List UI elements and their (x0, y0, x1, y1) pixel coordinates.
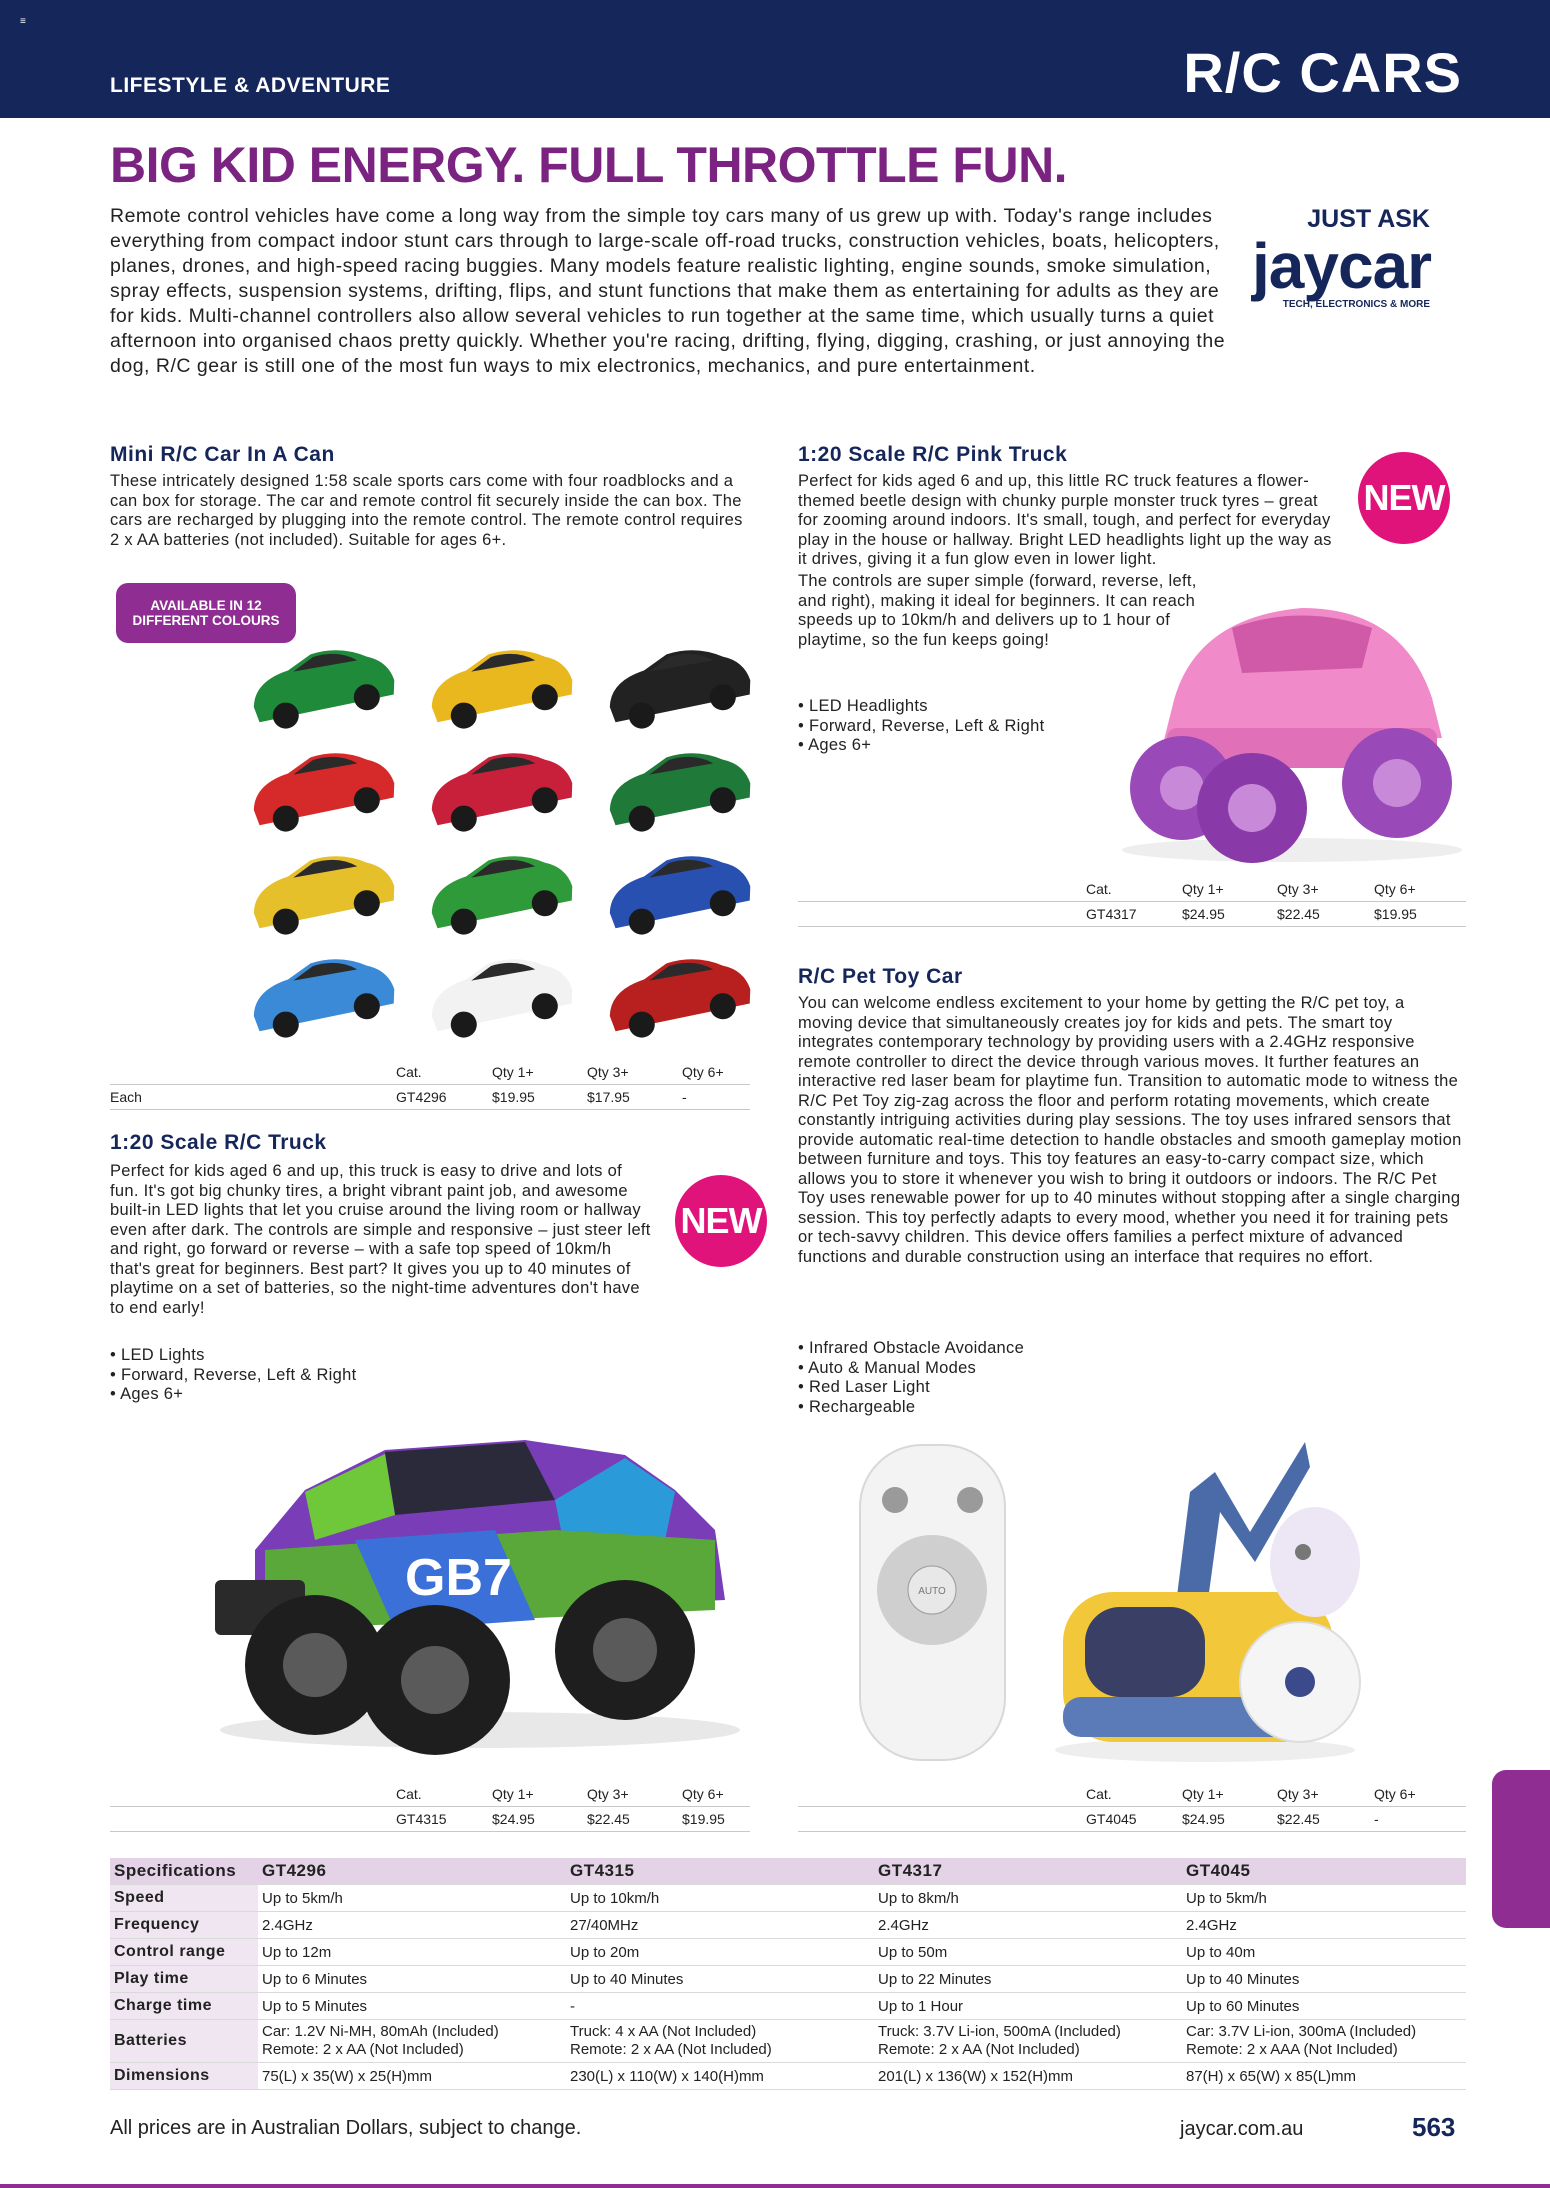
spec-header-col: GT4317 (874, 1858, 1182, 1885)
price-qty6: - (682, 1085, 750, 1110)
spec-cell: Up to 50m (874, 1939, 1182, 1966)
price-header-cat: Cat. (1086, 1786, 1112, 1802)
spec-cell: Up to 1 Hour (874, 1993, 1182, 2020)
product-desc-pet: You can welcome endless excitement to your home by getting the R/C pet toy, a moving device that simultaneously creates joy for kids and pets. The smart toy integrates contemporary technology by providing users with a 2.4GHz responsive remote controller to direct the device through various moves. It further features an interactive red laser beam for playtime fun. Transition to automatic mode to witness the R/C Pet Toy zig-zag across the floor and perform rotating movements, which create constantly intriguing activities during play sessions. The toy uses infrared sensors that provide automatic real-time detection to handle obstacles and smooth gameplay motion between furniture and toys. This toy features an easy-to-carry compact size, which allows you to store it whenever you wish to bring it outdoors or indoors. The R/C Pet Toy uses renewable power for up to 40 minutes without stopping after a single charging session. This toy perfectly adapts to every mood, whether you need it for training pets or tech-savvy children. This device offers families a perfect mixture of advanced functions and durable construction using an interface that requires no effort. (798, 994, 1462, 1266)
intro-paragraph: Remote control vehicles have come a long way from the simple toy cars many of us grew up with. Today's range includes everything from compact indoor stunt cars through to large-scale off-road trucks, construction vehicles, boats, helicopters, planes, drones, and high-speed racing buggies. Many models feature realistic lighting, engine sounds, smoke simulation, spray effects, suspension systems, drifting, flips, and stunt functions that make them as entertaining for adults as they are for kids. Multi-channel controllers also allow several vehicles to run together at the same time, which usually turns a quiet afternoon into organised chaos pretty quickly. Whether you're racing, drifting, flying, digging, crashing, or just annoying the dog, R/C gear is still one of the most fun ways to mix electronics, mechanics, and pure entertainment. (110, 205, 1226, 377)
price-cat[interactable]: GT4315 (396, 1807, 492, 1832)
new-badge-pink: NEW (1358, 452, 1450, 544)
product-desc-mini: These intricately designed 1:58 scale sports cars come with four roadblocks and a can box for storage. The car and remote control fit securely inside the can box. The cars are recharged by plugging into the remote control. The remote control requires 2 x AA batteries (not included). Suitable for ages 6+. (110, 472, 743, 549)
spec-line: Truck: 3.7V Li-ion, 500mA (Included) (878, 2023, 1121, 2040)
jaycar-logo[interactable] (1250, 205, 1470, 315)
mini-car (246, 743, 399, 837)
remote-image (855, 1440, 1010, 1765)
section-tab[interactable] (1492, 1770, 1550, 1928)
section-title: R/C CARS (1183, 41, 1462, 104)
price-qty3: $22.45 (587, 1807, 682, 1832)
pink-truck-illustration (1112, 588, 1467, 868)
price-table-truck (110, 1782, 750, 1832)
price-header-qty1: Qty 1+ (1182, 1786, 1224, 1802)
bottom-rule (0, 2184, 1550, 2188)
spec-cell: Up to 60 Minutes (1182, 1993, 1466, 2020)
price-qty3: $22.45 (1277, 1807, 1374, 1832)
spec-line: Car: 3.7V Li-ion, 300mA (Included) (1186, 2023, 1417, 2040)
colours-badge: AVAILABLE IN 12 DIFFERENT COLOURS (116, 583, 296, 643)
spec-cell: Up to 6 Minutes (258, 1966, 566, 1993)
footer-url[interactable]: jaycar.com.au (1180, 2118, 1304, 2140)
product-title-pet: R/C Pet Toy Car (798, 965, 963, 988)
logo-just-ask: JUST ASK (1307, 205, 1430, 233)
spec-line: Remote: 2 x AA (Not Included) (878, 2041, 1080, 2058)
price-table-pet (798, 1782, 1466, 1832)
spec-cell (258, 2020, 566, 2063)
spec-cell: 2.4GHz (258, 1912, 566, 1939)
price-qty1: $24.95 (1182, 1807, 1277, 1832)
product-title-pink: 1:20 Scale R/C Pink Truck (798, 443, 1068, 466)
price-table-pink (798, 877, 1466, 927)
table-row (110, 2063, 1466, 2090)
product-title-mini: Mini R/C Car In A Can (110, 443, 335, 466)
spec-cell: Up to 10km/h (566, 1885, 874, 1912)
spec-cell (874, 2020, 1182, 2063)
table-row (110, 1966, 1466, 1993)
remote-illustration (855, 1440, 1010, 1765)
pet-toy-illustration (1045, 1432, 1370, 1767)
price-qty3: $22.45 (1277, 902, 1374, 927)
mini-car (602, 846, 755, 940)
table-row (110, 2020, 1466, 2063)
price-header-qty6: Qty 6+ (1374, 1786, 1416, 1802)
price-cat[interactable]: GT4317 (1086, 902, 1182, 927)
table-row (110, 1912, 1466, 1939)
spec-cell: 2.4GHz (874, 1912, 1182, 1939)
pink-truck-image (1112, 588, 1467, 868)
spec-cell: 230(L) x 110(W) x 140(H)mm (566, 2063, 874, 2090)
price-qty1: $19.95 (492, 1085, 587, 1110)
list-item: • Red Laser Light (798, 1378, 1398, 1398)
list-item: • Forward, Reverse, Left & Right (798, 717, 1203, 737)
spec-cell: 27/40MHz (566, 1912, 874, 1939)
spec-cell: 87(H) x 65(W) x 85(L)mm (1182, 2063, 1466, 2090)
spec-label: Control range (110, 1939, 258, 1966)
logo-brand: jaycar (1252, 230, 1432, 302)
price-header-qty6: Qty 6+ (1374, 881, 1416, 897)
product-desc-pink-top: Perfect for kids aged 6 and up, this little RC truck features a flower-themed beetle design with chunky purple monster truck tyres – great for zooming around indoors. It's small, tough, and perfect for everyday play in the house or hallway. Bright LED headlights light up the way as it drives, giving it a fun glow even in lower light. (798, 472, 1332, 568)
price-header-qty3: Qty 3+ (587, 1064, 629, 1080)
spec-table (110, 1858, 1466, 2090)
truck-illustration (195, 1380, 755, 1760)
truck-image (195, 1380, 755, 1760)
list-item: • Auto & Manual Modes (798, 1359, 1398, 1379)
pet-toy-image (1045, 1432, 1370, 1767)
feature-list-pet (798, 1339, 1398, 1417)
spec-cell: Up to 12m (258, 1939, 566, 1966)
spec-cell: Up to 40 Minutes (566, 1966, 874, 1993)
remote-auto-label: AUTO (918, 1586, 946, 1597)
price-header-qty6: Qty 6+ (682, 1786, 724, 1802)
spec-line: Car: 1.2V Ni-MH, 80mAh (Included) (262, 2023, 499, 2040)
price-header-qty3: Qty 3+ (1277, 1786, 1319, 1802)
list-item: • Infrared Obstacle Avoidance (798, 1339, 1398, 1359)
page-number: 563 (1412, 2112, 1456, 2142)
spec-cell: 201(L) x 136(W) x 152(H)mm (874, 2063, 1182, 2090)
spec-cell: Up to 20m (566, 1939, 874, 1966)
spec-cell: Up to 22 Minutes (874, 1966, 1182, 1993)
spec-cell: Up to 40m (1182, 1939, 1466, 1966)
price-header-qty6: Qty 6+ (682, 1064, 724, 1080)
price-table-mini (110, 1060, 750, 1110)
spec-cell: Up to 5km/h (258, 1885, 566, 1912)
price-header-cat: Cat. (396, 1786, 422, 1802)
mini-car-grid (236, 630, 776, 1050)
mini-car (424, 949, 577, 1043)
spec-cell: Up to 40 Minutes (1182, 1966, 1466, 1993)
logo-tagline: TECH, ELECTRONICS & MORE (1282, 299, 1430, 310)
mini-car (246, 640, 399, 734)
table-row (110, 1993, 1466, 2020)
spec-label: Dimensions (110, 2063, 258, 2090)
spec-cell: Up to 8km/h (874, 1885, 1182, 1912)
price-qty1: $24.95 (1182, 902, 1277, 927)
table-row (110, 1885, 1466, 1912)
svg-text:GB7: GB7 (405, 1549, 512, 1607)
price-cat[interactable]: GT4045 (1086, 1807, 1182, 1832)
price-qty6: $19.95 (682, 1807, 750, 1832)
product-title-truck: 1:20 Scale R/C Truck (110, 1131, 327, 1154)
list-item: • LED Headlights (798, 697, 1203, 717)
price-qty6: - (1374, 1807, 1466, 1832)
price-header-qty1: Qty 1+ (1182, 881, 1224, 897)
mini-cars-image (236, 630, 776, 1050)
spec-line: Remote: 2 x AAA (Not Included) (1186, 2041, 1398, 2058)
mini-car (424, 743, 577, 837)
menu-mark: ≡ (20, 16, 26, 27)
list-item: • Rechargeable (798, 1398, 1398, 1418)
spec-label: Frequency (110, 1912, 258, 1939)
mini-car (602, 743, 755, 837)
mini-car (424, 640, 577, 734)
spec-cell: Up to 5km/h (1182, 1885, 1466, 1912)
spec-header-label: Specifications (110, 1858, 258, 1885)
price-qty1: $24.95 (492, 1807, 587, 1832)
spec-cell: - (566, 1993, 874, 2020)
spec-header-col: GT4296 (258, 1858, 566, 1885)
category-label: LIFESTYLE & ADVENTURE (110, 74, 391, 97)
price-header-cat: Cat. (396, 1064, 422, 1080)
spec-header-col: GT4315 (566, 1858, 874, 1885)
table-row (110, 1939, 1466, 1966)
footer-note: All prices are in Australian Dollars, subject to change. (110, 2117, 582, 2139)
mini-car (246, 949, 399, 1043)
spec-line: Remote: 2 x AA (Not Included) (262, 2041, 464, 2058)
spec-cell: Up to 5 Minutes (258, 1993, 566, 2020)
spec-cell (566, 2020, 874, 2063)
price-header-cat: Cat. (1086, 881, 1112, 897)
spec-label: Batteries (110, 2020, 258, 2063)
mini-car (246, 846, 399, 940)
list-item: • Ages 6+ (110, 1385, 655, 1405)
price-qty3: $17.95 (587, 1085, 682, 1110)
price-qty6: $19.95 (1374, 902, 1466, 927)
list-item: • LED Lights (110, 1346, 655, 1366)
price-cat[interactable]: GT4296 (396, 1085, 492, 1110)
price-row-label: Each (110, 1085, 396, 1110)
page-header (0, 0, 1550, 118)
mini-car (602, 949, 755, 1043)
spec-label: Speed (110, 1885, 258, 1912)
headline: BIG KID ENERGY. FULL THROTTLE FUN. (110, 137, 1068, 193)
spec-label: Play time (110, 1966, 258, 1993)
spec-cell (1182, 2020, 1466, 2063)
mini-car (602, 640, 755, 734)
mini-car (424, 846, 577, 940)
spec-label: Charge time (110, 1993, 258, 2020)
price-header-qty3: Qty 3+ (587, 1786, 629, 1802)
spec-cell: 2.4GHz (1182, 1912, 1466, 1939)
list-item: • Forward, Reverse, Left & Right (110, 1366, 655, 1386)
spec-line: Truck: 4 x AA (Not Included) (570, 2023, 757, 2040)
product-desc-truck: Perfect for kids aged 6 and up, this truck is easy to drive and lots of fun. It's got big chunky tires, a bright vibrant paint job, and awesome built-in LED lights that let you cruise around the living room or hallway even after dark. The controls are simple and responsive – just steer left and right, go forward or reverse – with a safe top speed of 10km/h that's great for beginners. Best part? It gives you up to 40 minutes of playtime on a set of batteries, so the night-time adventures don't have to end early! (110, 1162, 651, 1317)
list-item: • Ages 6+ (798, 736, 1203, 756)
spec-cell: 75(L) x 35(W) x 25(H)mm (258, 2063, 566, 2090)
product-desc-pink-rest: The controls are super simple (forward, reverse, left, and right), making it ideal for beginners. It can reach speeds up to 10km/h and delivers up to 1 hour of playtime, so the fun keeps going! (798, 572, 1197, 649)
price-header-qty3: Qty 3+ (1277, 881, 1319, 897)
spec-line: Remote: 2 x AA (Not Included) (570, 2041, 772, 2058)
price-header-qty1: Qty 1+ (492, 1064, 534, 1080)
new-badge-truck: NEW (675, 1175, 767, 1267)
spec-header-col: GT4045 (1182, 1858, 1466, 1885)
price-header-qty1: Qty 1+ (492, 1786, 534, 1802)
